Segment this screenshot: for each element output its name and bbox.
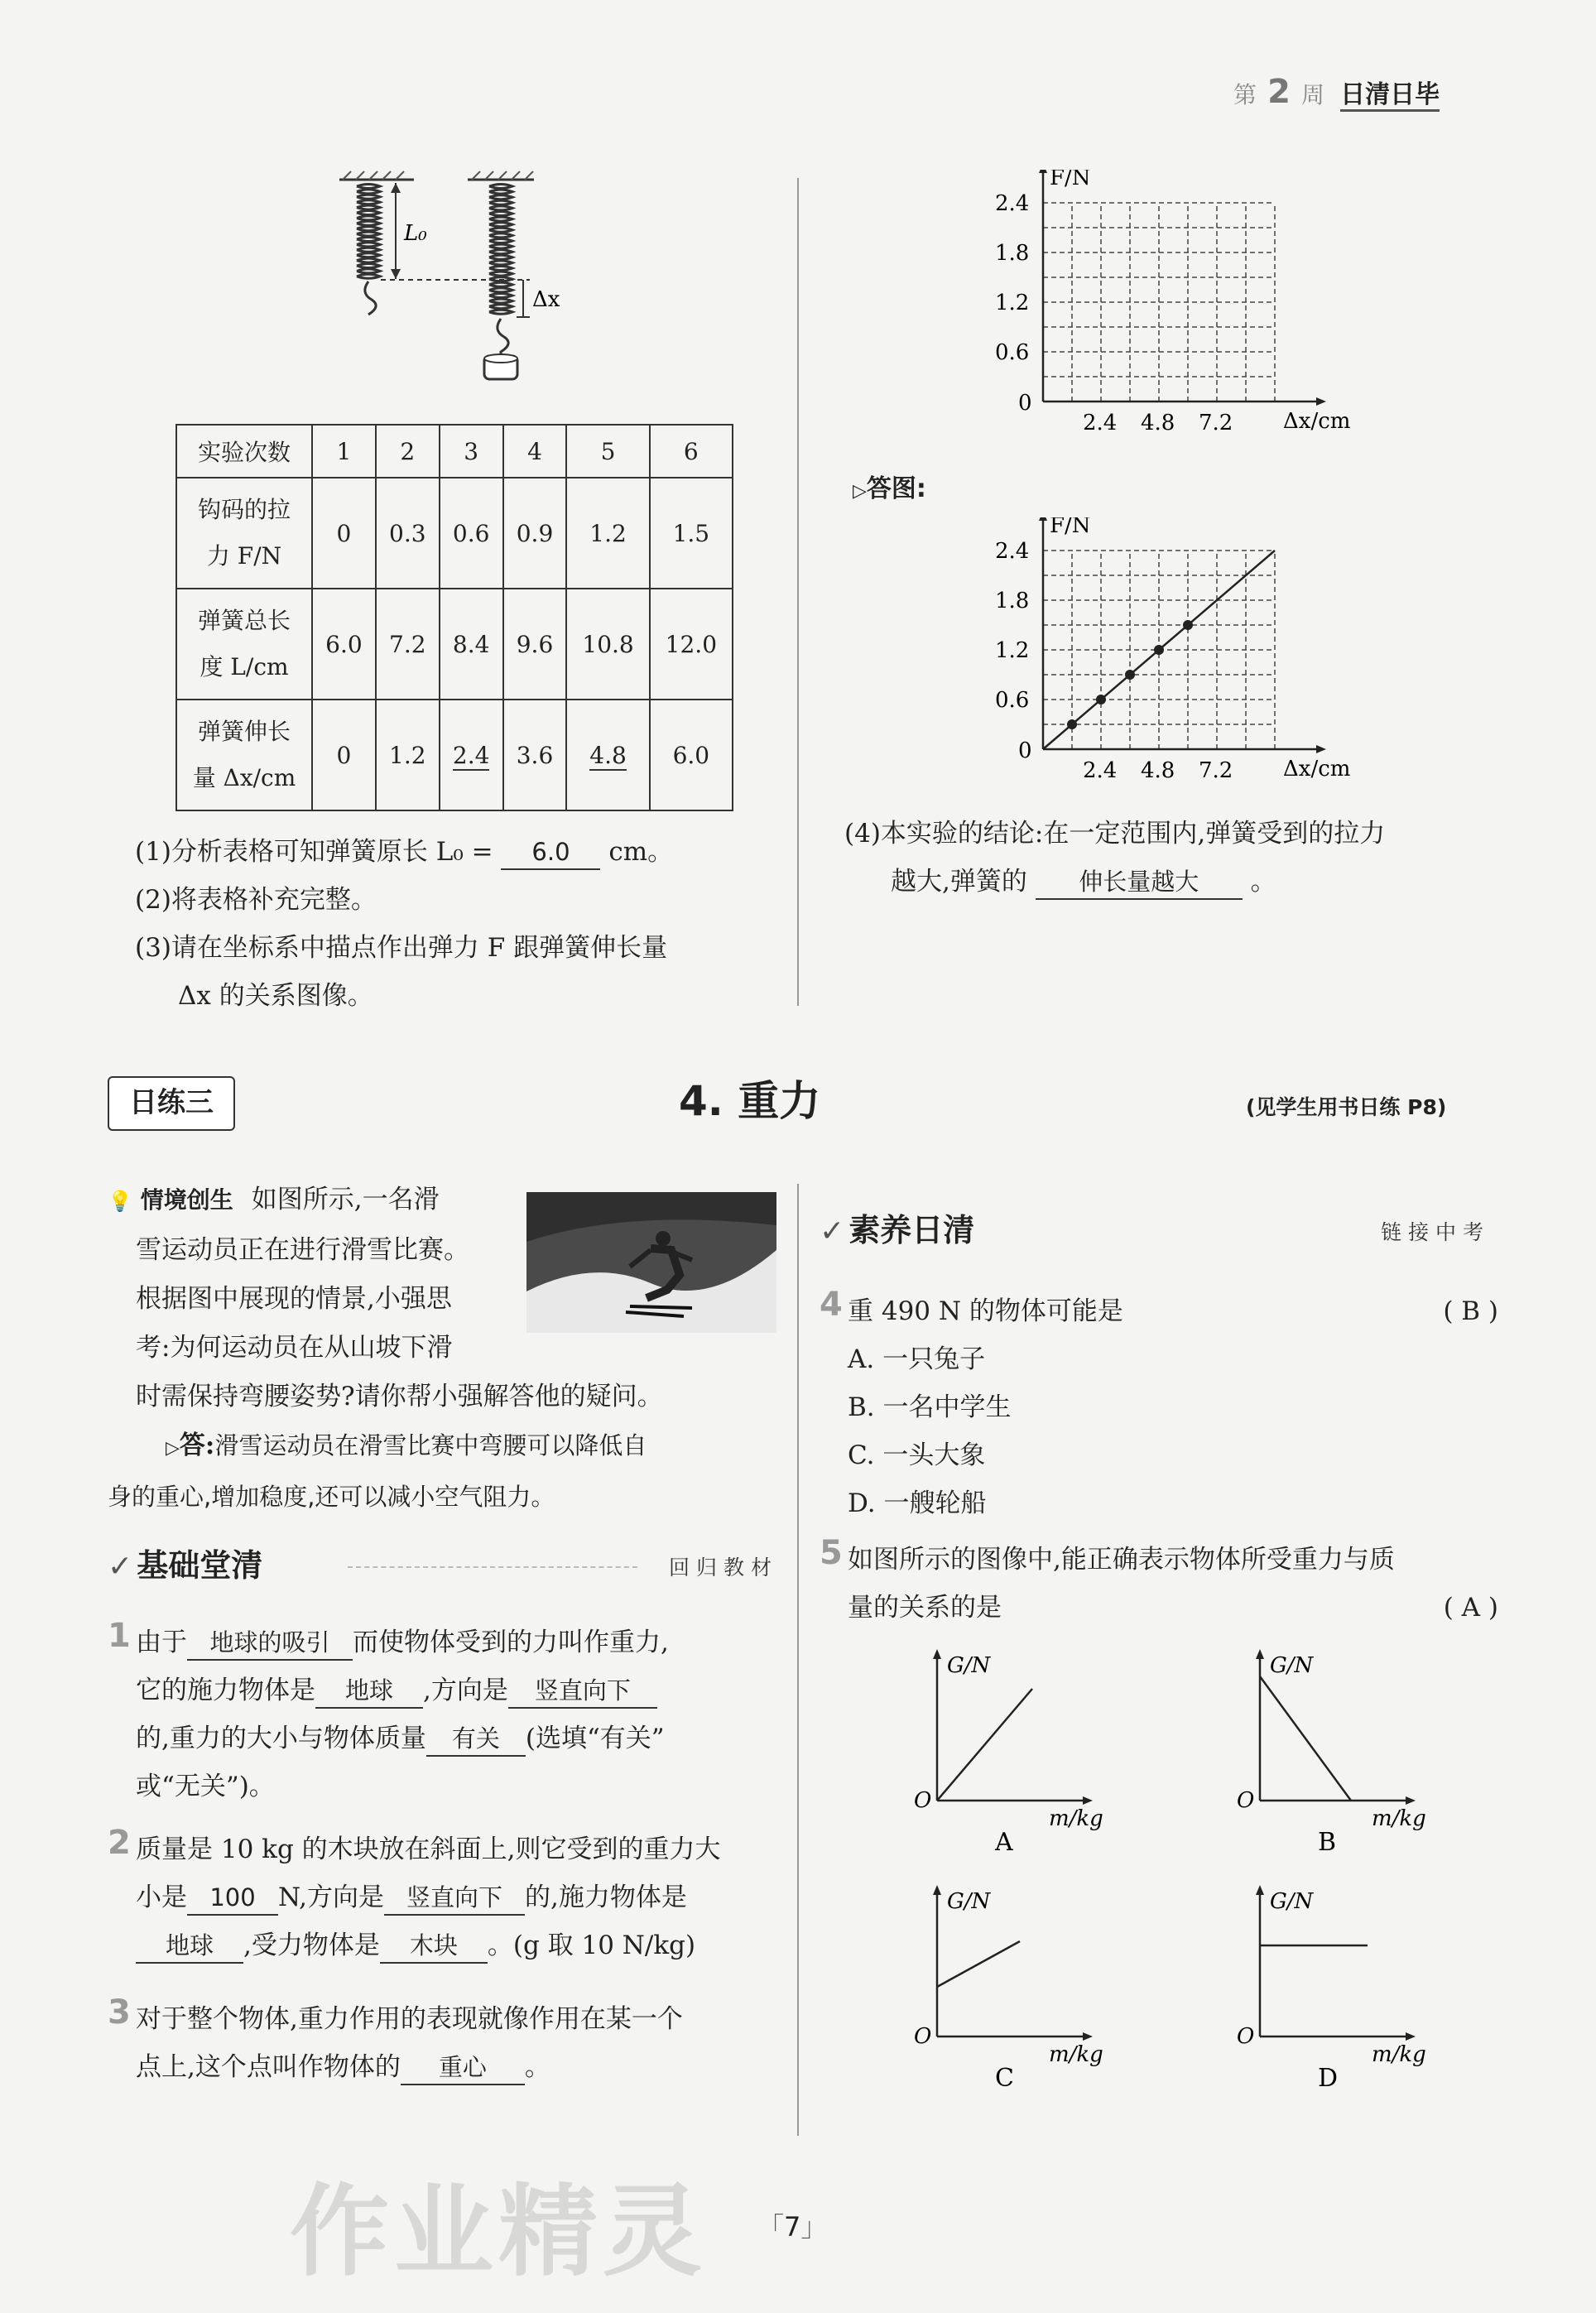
q1-text: 而使物体受到的力叫作重力,	[353, 1628, 669, 1657]
data-point	[1183, 620, 1193, 630]
q3-text: 。	[524, 2052, 550, 2082]
y-axis-arrow	[933, 1885, 941, 1895]
table-cell: 0.3	[376, 478, 440, 589]
q1-blank-1: 地球的吸引	[187, 1626, 353, 1661]
x-axis-arrow	[1316, 745, 1326, 753]
spring-figure	[331, 170, 596, 410]
x-axis-label: m/kg	[1049, 2042, 1103, 2067]
y-axis-label: G/N	[1270, 1889, 1314, 1914]
q2-blank-4: 木块	[380, 1929, 488, 1964]
table-header-cell: 2	[376, 425, 440, 478]
table-cell: 1.2	[566, 478, 649, 589]
q3-text: 点上,这个点叫作物体的	[136, 2052, 401, 2082]
graph-line	[937, 1689, 1032, 1801]
table-cell: 0	[312, 700, 376, 810]
scenario-line: 根据图中展现的情景,小强思	[136, 1284, 452, 1314]
option-letter: A	[995, 1828, 1013, 1857]
section-tag	[108, 1076, 235, 1131]
q1-text: 或“无关”)。	[136, 1772, 275, 1801]
question-3-left	[135, 924, 789, 1020]
option-letter: B	[1318, 1828, 1337, 1857]
play-icon: ▷	[853, 481, 867, 502]
question-number: 3	[108, 1993, 131, 2032]
data-point	[1067, 719, 1077, 729]
y-axis-label: G/N	[947, 1653, 991, 1678]
suyang-title: 素养日清	[848, 1212, 975, 1248]
x-tick-label: 7.2	[1199, 758, 1233, 783]
y-axis-arrow	[1039, 170, 1047, 173]
y-tick-label: 2.4	[995, 191, 1030, 216]
x-axis-label: m/kg	[1372, 1806, 1426, 1831]
row-label	[176, 478, 312, 589]
graph-option-a	[902, 1639, 1118, 1863]
q1-text: ,方向是	[423, 1676, 508, 1705]
basic-section-header	[108, 1540, 778, 1589]
graph-option-d	[1225, 1875, 1440, 2099]
origin-label: O	[914, 1788, 932, 1813]
table-header-cell: 6	[650, 425, 733, 478]
blank-grid-chart	[985, 170, 1366, 468]
x-tick-label: 4.8	[1141, 411, 1175, 435]
play-icon: ▷	[166, 1438, 180, 1459]
option-letter: D	[1318, 2064, 1339, 2093]
y-tick-label: 1.2	[995, 291, 1030, 315]
y-axis-label: F/N	[1050, 517, 1091, 538]
question-2-left: (2)将表格补充完整。	[135, 885, 377, 915]
table-cell: 6.0	[312, 589, 376, 700]
origin-label: O	[1237, 1788, 1255, 1813]
bracket-left: 「	[757, 2211, 785, 2243]
table-cell: 10.8	[566, 589, 649, 700]
scenario-label: 情境创生	[140, 1186, 233, 1214]
table-header-row	[176, 425, 733, 478]
row-label	[176, 700, 312, 810]
check-icon: ✓	[820, 1214, 845, 1248]
scenario-answer-line2: 身的重心,增加稳度,还可以减小空气阻力。	[108, 1483, 555, 1511]
y-axis-arrow	[1039, 517, 1047, 521]
q4-stem: 重 490 N 的物体可能是	[848, 1296, 1123, 1326]
page-number	[757, 2206, 827, 2244]
q4-post: 。	[1250, 867, 1276, 897]
q1-blank-3: 竖直向下	[508, 1674, 657, 1709]
skier-image	[526, 1192, 776, 1333]
row-label-line: 度 L/cm	[200, 653, 289, 680]
answer-figure-label	[853, 468, 926, 504]
graph-line	[937, 1941, 1020, 1987]
q4-option: D. 一艘轮船	[848, 1488, 987, 1518]
q1-text: 的,重力的大小与物体质量	[136, 1724, 426, 1753]
q3-text: 对于整个物体,重力作用的表现就像作用在某一个	[136, 2004, 683, 2034]
table-cell: 6.0	[650, 700, 733, 810]
table-cell: 7.2	[376, 589, 440, 700]
suyang-right-label: 链接中考	[1380, 1220, 1490, 1244]
table-cell: 3.6	[503, 700, 567, 810]
spring-coil	[357, 185, 380, 279]
data-point	[1154, 645, 1164, 655]
section-tag-text: 日练三	[129, 1086, 214, 1119]
q2-text: 小是	[136, 1883, 187, 1912]
q3-line2: Δx 的关系图像。	[178, 981, 373, 1011]
check-icon: ✓	[108, 1550, 133, 1584]
table-cell: 12.0	[650, 589, 733, 700]
x-axis-arrow	[1406, 2032, 1416, 2041]
table-cell: 9.6	[503, 589, 567, 700]
watermark: 作业精灵	[290, 2175, 707, 2290]
l0-label: L₀	[404, 221, 427, 246]
scenario-text: 如图所示,一名滑	[251, 1185, 440, 1214]
dx-label: Δx	[532, 287, 560, 312]
scenario-answer-text: 滑雪运动员在滑雪比赛中弯腰可以降低自	[214, 1431, 647, 1459]
suyang-question-4	[820, 1287, 1498, 1527]
x-axis-arrow	[1083, 2032, 1093, 2041]
x-tick-label: 4.8	[1141, 758, 1175, 783]
section-rule	[348, 1566, 637, 1568]
q4-answer: 伸长量越大	[1036, 865, 1243, 900]
x-tick-label: 2.4	[1083, 758, 1118, 783]
q4-option: C. 一头大象	[848, 1440, 986, 1470]
y-axis-arrow	[933, 1649, 941, 1659]
series-name: 日清日毕	[1340, 80, 1440, 112]
basic-title: 基础堂清	[137, 1547, 263, 1584]
q5-stem: 量的关系的是	[848, 1593, 1002, 1623]
section-title: 4. 重力	[679, 1077, 821, 1125]
table-cell: 0.6	[440, 478, 503, 589]
table-cell: 0.9	[503, 478, 567, 589]
q2-blank-1: 100	[187, 1881, 278, 1916]
graph-option-c	[902, 1875, 1118, 2099]
filled-answer: 4.8	[589, 741, 627, 769]
x-axis-label: m/kg	[1049, 1806, 1103, 1831]
week-suffix: 周	[1301, 81, 1325, 108]
origin-label: O	[914, 2024, 932, 2049]
q1-unit: cm。	[608, 837, 674, 867]
y-tick-label: 0.6	[995, 688, 1030, 713]
y-axis-label: G/N	[1270, 1653, 1314, 1678]
suyang-question-5	[820, 1536, 1498, 1632]
question-number: 2	[108, 1824, 131, 1862]
table-row	[176, 589, 733, 700]
page-header	[1233, 73, 1482, 114]
q1-blank-2: 地球	[315, 1674, 423, 1709]
scenario-answer-label: 答:	[179, 1431, 215, 1460]
y-axis-arrow	[1256, 1885, 1264, 1895]
origin-label: 0	[1018, 391, 1032, 416]
experiment-table	[175, 424, 733, 811]
data-point	[1096, 695, 1106, 704]
scenario-line: 时需保持弯腰姿势?请你帮小强解答他的疑问。	[136, 1382, 663, 1411]
bracket-right: 」	[800, 2211, 828, 2243]
table-header-cell: 3	[440, 425, 503, 478]
x-axis-label: m/kg	[1372, 2042, 1426, 2067]
table-row	[176, 478, 733, 589]
row-label-line: 钩码的拉	[197, 496, 291, 523]
q2-blank-3: 地球	[136, 1929, 243, 1964]
suyang-section-header	[820, 1205, 1490, 1254]
y-tick-label: 1.8	[995, 589, 1030, 613]
x-tick-label: 7.2	[1199, 411, 1233, 435]
x-axis-arrow	[1406, 1796, 1416, 1805]
q4-option: B. 一名中学生	[848, 1392, 1012, 1422]
basic-right-label: 回归教材	[668, 1556, 778, 1580]
question-4-conclusion	[844, 810, 1507, 906]
x-axis-label: Δx/cm	[1283, 409, 1351, 434]
q4-answer: ( B )	[1443, 1296, 1498, 1326]
data-point	[1125, 670, 1135, 680]
y-axis-arrow	[1256, 1649, 1264, 1659]
graph-line	[1260, 1676, 1351, 1801]
q1-text: 它的施力物体是	[136, 1676, 315, 1705]
row-label	[176, 589, 312, 700]
q2-text: ,受力物体是	[243, 1931, 380, 1960]
question-number: 1	[108, 1617, 131, 1655]
y-axis-label: F/N	[1050, 170, 1091, 190]
table-row	[176, 700, 733, 810]
q4-pre: 越大,弹簧的	[891, 867, 1027, 897]
q3-blank-1: 重心	[401, 2051, 525, 2085]
q1-text: (1)分析表格可知弹簧原长 L₀ =	[135, 837, 493, 867]
lightbulb-icon: 💡	[108, 1190, 132, 1213]
graph-option-b	[1225, 1639, 1440, 1863]
y-tick-label: 1.2	[995, 638, 1030, 663]
q1-text: 由于	[136, 1628, 187, 1657]
y-tick-label: 0.6	[995, 340, 1030, 365]
table-cell	[440, 700, 503, 810]
q2-blank-2: 竖直向下	[384, 1881, 525, 1916]
question-number: 5	[820, 1534, 843, 1572]
y-tick-label: 1.8	[995, 241, 1030, 266]
option-letter: C	[995, 2064, 1014, 2093]
origin-label: O	[1237, 2024, 1255, 2049]
scenario-answer	[108, 1421, 778, 1473]
table-header-cell: 4	[503, 425, 567, 478]
q5-answer: ( A )	[1443, 1593, 1498, 1623]
row-label-line: 弹簧总长	[197, 607, 291, 634]
basic-question-3	[108, 1995, 786, 2091]
question-number: 4	[820, 1286, 843, 1324]
table-cell: 8.4	[440, 589, 503, 700]
scenario-line: 考:为何运动员在从山坡下滑	[136, 1333, 453, 1363]
answer-chart	[985, 517, 1366, 815]
row-label-line: 弹簧伸长	[197, 718, 291, 745]
y-tick-label: 2.4	[995, 539, 1030, 564]
q3-line1: (3)请在坐标系中描点作出弹力 F 跟弹簧伸长量	[135, 933, 668, 963]
filled-answer: 2.4	[452, 741, 490, 769]
scenario-line: 雪运动员正在进行滑雪比赛。	[136, 1235, 469, 1265]
table-header-cell: 1	[312, 425, 376, 478]
q2-text: 。(g 取 10 N/kg)	[487, 1931, 696, 1960]
basic-question-1	[108, 1618, 786, 1810]
table-cell: 1.2	[376, 700, 440, 810]
y-axis-label: G/N	[947, 1889, 991, 1914]
x-axis-arrow	[1316, 397, 1326, 406]
table-header-cell: 实验次数	[176, 425, 312, 478]
section-reference: (见学生用书日练 P8)	[1246, 1095, 1447, 1119]
row-label-line: 力 F/N	[206, 542, 282, 570]
week-number: 2	[1267, 73, 1291, 111]
row-label-line: 量 Δx/cm	[192, 764, 296, 791]
q4-option: A. 一只兔子	[848, 1344, 986, 1374]
table-cell: 1.5	[650, 478, 733, 589]
x-axis-arrow	[1083, 1796, 1093, 1805]
spring-coil	[489, 185, 512, 315]
week-prefix: 第	[1233, 81, 1257, 108]
q5-stem: 如图所示的图像中,能正确表示物体所受重力与质	[848, 1545, 1395, 1575]
question-1-left	[135, 828, 789, 876]
x-axis-label: Δx/cm	[1283, 757, 1351, 781]
basic-question-2	[108, 1825, 786, 1969]
q1-text: (选填“有关”	[525, 1724, 665, 1753]
column-divider-bottom	[797, 1184, 799, 2136]
q2-text: 质量是 10 kg 的木块放在斜面上,则它受到的重力大	[136, 1835, 721, 1864]
x-tick-label: 2.4	[1083, 411, 1118, 435]
answer-label-text: 答图:	[866, 474, 926, 503]
q4-line1: (4)本实验的结论:在一定范围内,弹簧受到的拉力	[844, 819, 1386, 849]
origin-label: 0	[1018, 738, 1032, 763]
page-number-text: 7	[784, 2211, 801, 2243]
table-cell	[566, 700, 649, 810]
q2-text: 的,施力物体是	[525, 1883, 687, 1912]
column-divider-top	[797, 178, 799, 1006]
table-header-cell: 5	[566, 425, 649, 478]
q1-answer: 6.0	[501, 835, 600, 870]
q4-line2	[844, 858, 1507, 906]
q1-blank-4: 有关	[426, 1722, 526, 1757]
table-cell: 0	[312, 478, 376, 589]
q2-text: N,方向是	[278, 1883, 384, 1912]
